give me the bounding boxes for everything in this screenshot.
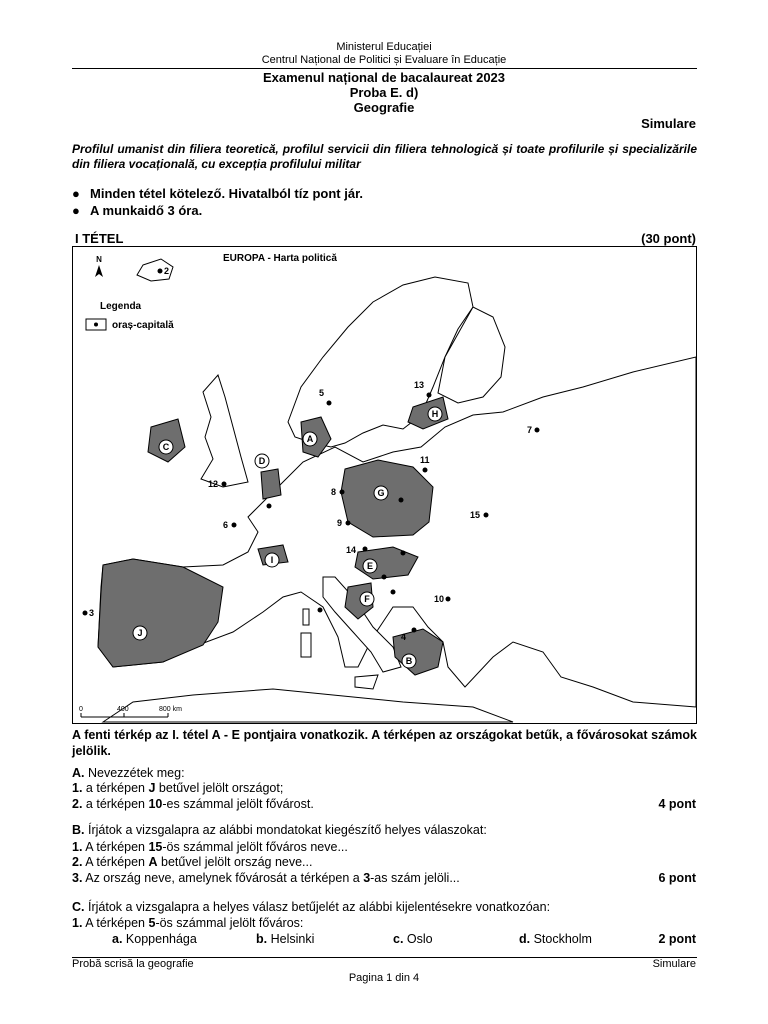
capital-3 <box>83 608 95 618</box>
svg-text:2: 2 <box>164 266 170 276</box>
svg-text:9: 9 <box>337 518 343 528</box>
svg-text:E: E <box>366 561 374 571</box>
capital-6 <box>223 520 237 530</box>
svg-text:400: 400 <box>117 706 129 713</box>
marker-E <box>363 559 377 573</box>
svg-text:10: 10 <box>434 594 445 604</box>
partB-head: B. Írjátok a vizsgalapra az alábbi mondatokat kiegészítő helyes válaszokat: <box>72 823 487 837</box>
north-arrow-icon <box>95 255 103 277</box>
partC-option-d: d. Stockholm <box>519 932 592 946</box>
svg-text:F: F <box>364 594 370 604</box>
svg-text:12: 12 <box>208 479 219 489</box>
europe-map <box>72 246 697 724</box>
partB-q3: 3. Az ország neve, amelynek fővárosát a térképen a 3-as szám jelöli... <box>72 871 460 885</box>
header-rule <box>72 68 697 69</box>
subject-title: Geografie <box>353 100 415 115</box>
partC-q1: 1. A térképen 5-ös számmal jelölt főváros: <box>72 916 304 930</box>
svg-text:3: 3 <box>89 608 95 618</box>
svg-text:15: 15 <box>470 510 481 520</box>
marker-H <box>428 407 442 421</box>
marker-I <box>265 553 279 567</box>
partC-option-c: c. Oslo <box>393 932 433 946</box>
svg-text:J: J <box>137 628 143 638</box>
svg-text:14: 14 <box>346 545 357 555</box>
footer-right: Simulare <box>652 958 696 970</box>
header-center: Centrul Național de Politici și Evaluare în Educație <box>261 54 507 66</box>
partA-points: 4 pont <box>658 797 696 811</box>
intro-text: A fenti térkép az I. tétel A - E pontjaira vonatkozik. A térképen az országokat betűk, a fővárosokat számok jelölik. <box>72 728 697 758</box>
country-D-netherlands <box>261 469 281 499</box>
section-points: (30 pont) <box>641 231 696 246</box>
svg-text:8: 8 <box>331 487 337 497</box>
partB-q1: 1. A térképen 15-ös számmal jelölt főváros neve... <box>72 840 348 854</box>
svg-text:0: 0 <box>79 706 83 713</box>
partA-head: A. Nevezzétek meg: <box>72 766 185 780</box>
marker-J <box>133 626 147 640</box>
exam-title: Examenul național de bacalaureat 2023 <box>262 70 506 85</box>
partC-head: C. Írjátok a vizsgalapra a helyes válasz betűjelét az alábbi kijelentésekre vonatkozóan: <box>72 900 551 914</box>
svg-text:800 km: 800 km <box>159 706 182 713</box>
svg-text:7: 7 <box>527 425 533 435</box>
svg-text:A: A <box>306 434 314 444</box>
partA-q2: 2. a térképen 10-es számmal jelölt fővárost. <box>72 797 314 811</box>
profile-text: Profilul umanist din filiera teoretică, profilul servicii din filiera tehnologică și toate profilurile și specializările din filiera vocațională, cu excepția profilului militar <box>72 142 697 171</box>
bullet-2: ● A munkaidő 3 óra. <box>72 203 203 218</box>
partC-points: 2 pont <box>658 932 696 946</box>
sardinia-shape <box>301 633 311 657</box>
svg-text:B: B <box>405 656 413 666</box>
svg-text:G: G <box>377 488 385 498</box>
marker-B <box>402 654 416 668</box>
marker-A <box>303 432 317 446</box>
svg-text:N: N <box>96 255 102 264</box>
header-ministry: Ministerul Educației <box>336 41 432 53</box>
great-britain-shape <box>201 375 248 487</box>
legend-title: Legenda <box>100 301 142 312</box>
footer-page: Pagina 1 din 4 <box>348 972 420 984</box>
partB-points: 6 pont <box>658 871 696 885</box>
marker-D <box>255 454 269 468</box>
partC-option-b: b. Helsinki <box>256 932 315 946</box>
svg-text:4: 4 <box>401 632 407 642</box>
svg-text:I: I <box>270 555 274 565</box>
partB-q2: 2. A térképen A betűvel jelölt ország neve... <box>72 855 313 869</box>
simulation-label: Simulare <box>641 116 696 131</box>
sicily-shape <box>355 675 378 689</box>
map-title: EUROPA - Harta politică <box>223 253 337 264</box>
svg-text:H: H <box>431 409 439 419</box>
svg-text:C: C <box>162 442 170 452</box>
partA-q1: 1. a térképen J betűvel jelölt országot; <box>72 781 284 795</box>
legend-item: oraș-capitală <box>112 320 174 331</box>
svg-text:13: 13 <box>414 380 425 390</box>
marker-G <box>374 486 388 500</box>
marker-C <box>159 440 173 454</box>
footer-left: Probă scrisă la geografie <box>72 958 194 970</box>
test-title: Proba E. d) <box>349 85 419 100</box>
marker-F <box>360 592 374 606</box>
svg-text:5: 5 <box>319 388 325 398</box>
bullet-1: ● Minden tétel kötelező. Hivatalból tíz pont jár. <box>72 186 364 201</box>
section-title: I TÉTEL <box>75 231 124 246</box>
partC-option-a: a. Koppenhága <box>112 932 197 946</box>
svg-text:11: 11 <box>420 455 430 465</box>
svg-text:D: D <box>258 456 266 466</box>
svg-text:6: 6 <box>223 520 229 530</box>
corsica-shape <box>303 609 309 625</box>
